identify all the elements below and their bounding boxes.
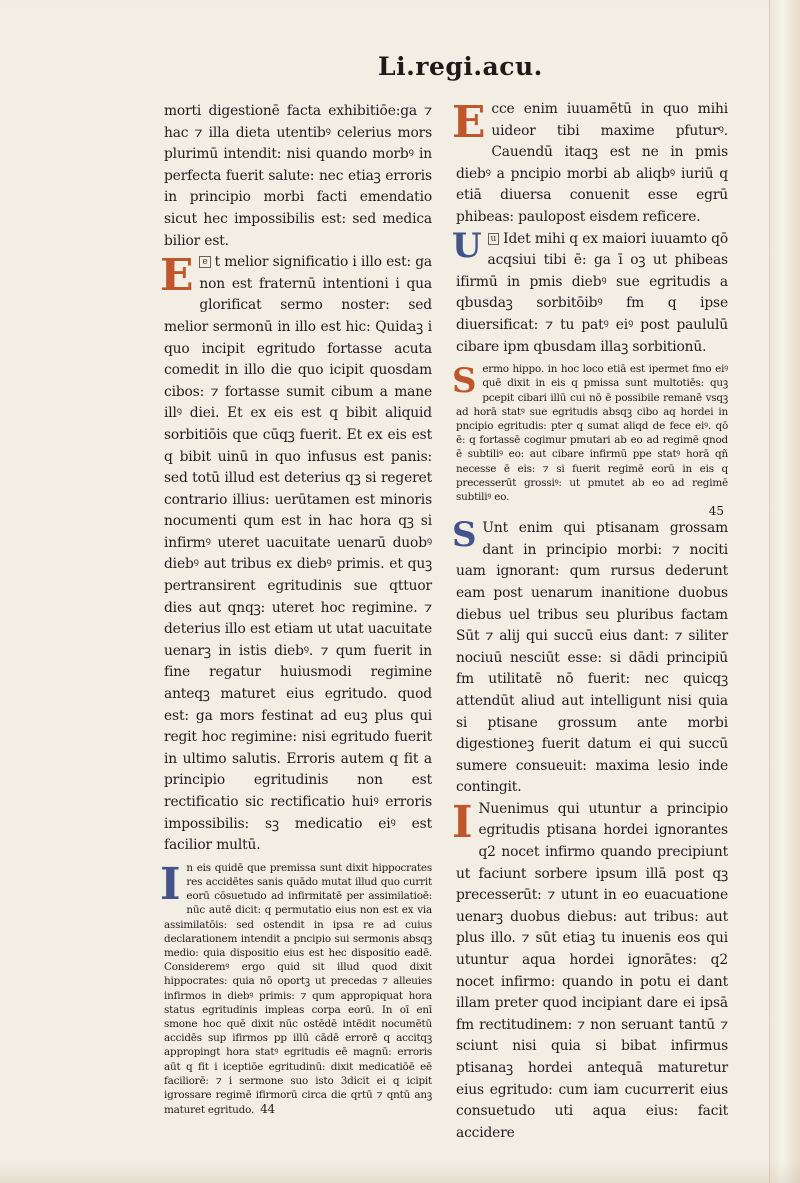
right-column <box>452 97 728 1144</box>
rubric-initial-e: E <box>160 250 194 302</box>
left-text-block-2 <box>160 250 432 857</box>
right-text-block-2 <box>452 225 728 359</box>
page-bottom-shadow <box>0 1159 800 1183</box>
left-text-block-1: morti digestionē facta exhibitiōe:ga ⁊ hac ⁊ illa dieta utentibꝰ celerius mors plurimū intendit: nisi quando morbꝰ in perfecta fuerit salute: nec etiaꝫ erroris in principio morbi facti emendatio sicut hec impossibilis est: sed medica bilior est. <box>164 103 432 249</box>
right-commentary-block <box>452 361 728 504</box>
page-fore-edge <box>769 0 800 1183</box>
right-text-block-2-body: Idet mihi q ex maiori iuuamto qō acqsiui tibi ē: ga ī oꝫ ut phibeas ifirmū in pmis diebꝰ sue egritudis a qbusdaꝫ sorbitōibꝰ fm q ipse diuersificat: ⁊ tu patꝰ eiꝰ post paululū cibare ipm qbusdam illaꝫ sorbitionū. <box>456 230 728 355</box>
right-text-block-4-body: Nuenimus qui utuntur a principio egritudis ptisana hordei ignorantes q2 nocet infirmo quando precipiunt ut faciunt sorbere ipsum illā post qꝫ precesserūt: ⁊ utunt in eo euacuatione uenarꝫ duobus diebus: aut tribus: aut plus illo. ⁊ sūt etiaꝫ tu inuenis eos qui utuntur aqua hordei ignorātes: q2 nocet infirmo: quando in potu ei dant illam preter quod incipiant dare ei ipsā fm rectitudinem: ⁊ non seruant tantū ⁊ sciunt nisi quia si bibat infirmus ptisanaꝫ hordei antequā maturetur eius egritudo: cum iam cucurrerit eius consuetudo uti aqua eius: facit accidere <box>456 800 728 1141</box>
left-column <box>160 101 432 1117</box>
running-head: Li.regi.acu. <box>378 52 543 81</box>
guide-letter: e <box>199 256 210 268</box>
right-text-block-4 <box>452 796 728 1145</box>
right-text-block-1-body: cce enim iuuamētū in quo mihi uideor tibi maxime pfuturꝰ. Cauendū itaqꝫ est ne in pmis diebꝰ a pncipio morbi ab aliqbꝰ iuriū q etiā diuersa conuenit esse egrū phibeas: paulopost eisdem reficere. <box>456 101 728 225</box>
right-text-block-3 <box>452 515 728 799</box>
left-commentary-body: n eis quidē que premissa sunt dixit hippocrates res accidētes sanis quādo mutat illud quo currit eorū cōsuetudo ad infirmitatē per assimilatioē: nūc autē dicit: q permutatio eius non est ex via assimilatōis: sed ostendit in ipsa re ad cuius declarationem intendit a pncipio sui sermonis absqꝫ medio: quia dispositio eius est hec dispositio eadē. Consideremꝰ ergo quid sit illud quod dixit hippocrates: quia nō oportꝫ ut precedas ⁊ alleuies infirmos in diebꝰ primis: ⁊ qum appropiquat hora status egritudinis impleas corpa eorū. In oī enī smone hoc quē dixit nūc ostēdē intēdit nocumētū accidēs sup ifirmos pp illū cādē errorē q accitqꝫ appropingt hora statꝰ egritudis eē magnū: erroris aūt q fit i iceptiōe egritudinū: dixit medicatiōē eē faciliorē: ⁊ i sermone suo isto 3dicit ei q icipit igrossare regimē ifirmorū circa die qrtū ⁊ qntū anꝫ maturet egritudo. <box>164 861 432 1117</box>
left-text-block-2-body: t melior significatio i illo est: ga non est fraternū intentioni i qua glorificat sermo noster: sed melior sermonū in illo est hic: Quidaꝫ i quo incipit egritudo fortasse acuta comedit in illo die quo icipit quosdam cibos: ⁊ fortasse sumit cibum a mane illꝰ diei. Et ex eis est q bibit aliquid sorbitiōis que cūqꝫ fuerit. Et ex eis est q bibit uinū in quo infusus est panis: sed totū illud est deterius qꝫ si regeret contrario illius: uerūtamen est minoris nocumenti qum est in hac hora qꝫ si infirmꝰ uteret uacuitate uenarū duobꝰ diebꝰ aut tribus ex diebꝰ primis. et quꝫ pertransirent egritudinis sue qttuor dies aut qnqꝫ: uteret hoc regimine. ⁊ deterius illo est etiam ut utat uacuitate uenarꝫ in istis diebꝰ. ⁊ qum fuerit in fine regatur huiusmodi regimine anteqꝫ maturet eius egritudo. quod est: ga mors festinat ad euꝫ plus qui regit hoc regimine: nisi egritudo fuerit in ultimo salutis. Erroris autem q fit a principio egritudinis non est rectificatio sic rectificatio huiꝰ erroris impossibilis: sꝫ medicatio eiꝰ est facilior multū. <box>164 254 432 854</box>
rubric-initial-i: I <box>452 796 473 848</box>
rubric-initial-e: E <box>452 97 486 148</box>
left-commentary-block <box>160 858 432 1118</box>
right-text-block-3-body: Unt enim qui ptisanam grossam dant in principio morbi: ⁊ nociti uam ignorant: qum rursus dederunt eam post uenarum inanitione duobus diebus uel tribus seu pluribus factam Sūt ⁊ alij qui succū eius dant: ⁊ siliter nociuū nesciūt esse: si dādi principiū fm utilitatē nō fuerit: nec quicqꝫ attendūt aliud aut intelligunt nisi quia si ptisane grossum ante morbi digestioneꝫ fuerit datum ei qui succū sumere consueuit: maxima lesio inde contingit. <box>456 520 728 796</box>
right-commentary-body: ermo hippo. in hoc loco etiā est ipermet fmo eiꝰ quē dixit in eis q pmissa sunt multotiēs: quꝫ pcepit cibari illū cui nō ē possibile remanē vsqꝫ ad horā statꝰ sue egritudis absqꝫ cibo aq hordei in pncipio egritudis: pter q sumat aliqd de fece eiꝰ. qō ē: q fortassē cogimur pmutari ab eo ad regimē qnod ē subtiliꝰ eo: aut cibare infirmū ppe statꝰ horā qñ necesse ē eis: ⁊ si fuerit regimē eorū in eis q precesserūt grossiꝰ: ut pmutet ab eo ad regimē subtiliꝰ eo. <box>456 363 728 503</box>
folio-number-right: 45 <box>708 504 724 519</box>
folio-number-left: 44 <box>260 1102 275 1117</box>
right-text-block-1 <box>452 97 728 229</box>
rubric-initial-i: I <box>160 858 181 910</box>
rubric-initial-u: U <box>452 225 482 266</box>
rubric-initial-s: S <box>452 361 477 402</box>
rubric-initial-s: S <box>452 515 477 556</box>
guide-letter: u <box>488 233 500 245</box>
